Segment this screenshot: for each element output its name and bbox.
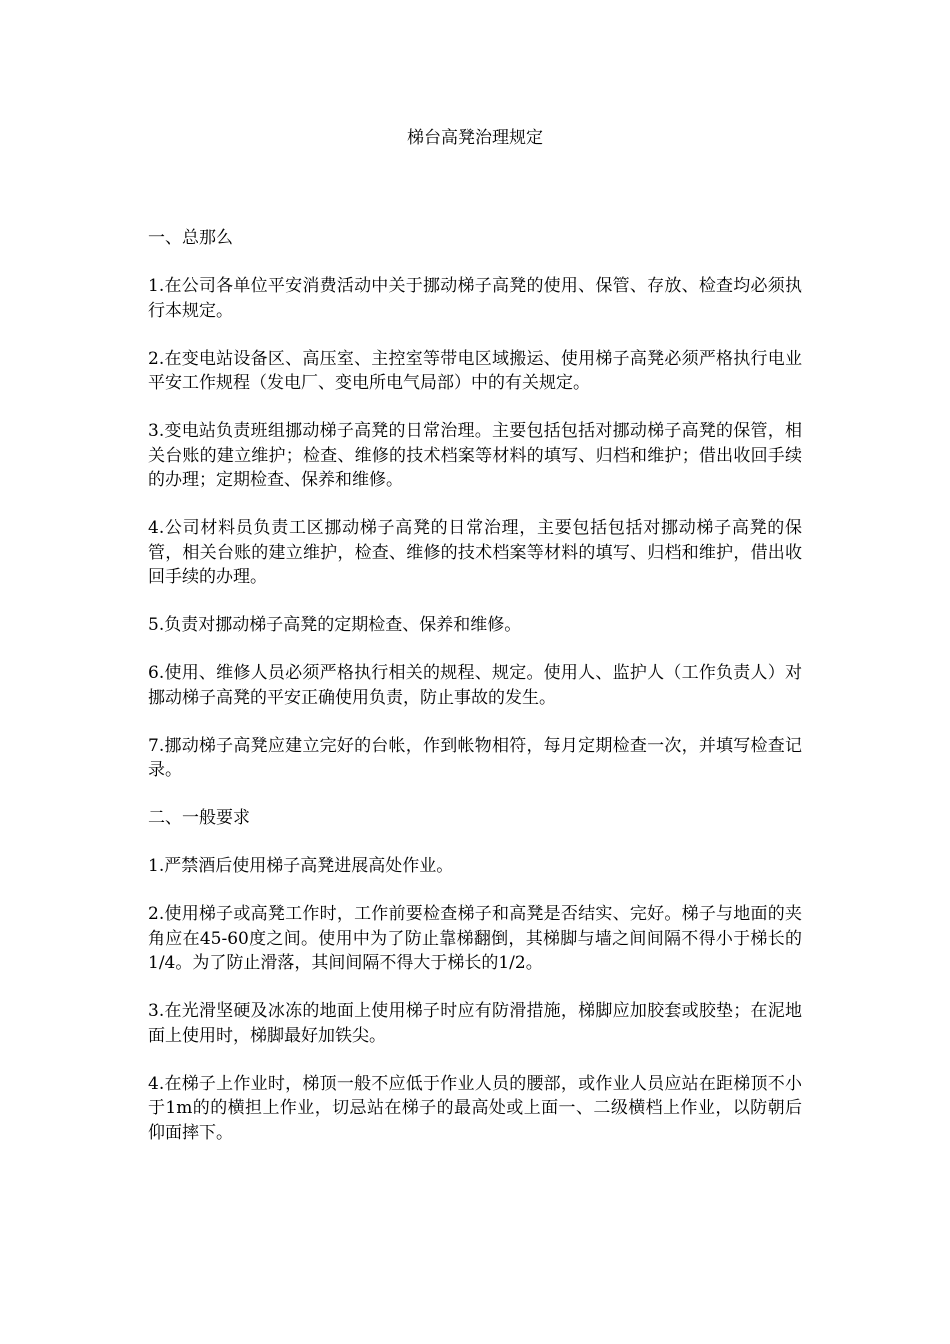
paragraph: 3.变电站负责班组挪动梯子高凳的日常治理。主要包括包括对挪动梯子高凳的保管，相关台账的建立维护；检查、维修的技术档案等材料的填写、归档和维护；借出收回手续的办理；定期检查、保养和维修。 [148,421,802,490]
paragraph: 6.使用、维修人员必须严格执行相关的规程、规定。使用人、监护人（工作负责人）对挪动梯子高凳的平安正确使用负责，防止事故的发生。 [148,663,802,708]
paragraph: 4.公司材料员负责工区挪动梯子高凳的日常治理，主要包括包括对挪动梯子高凳的保管，相关台账的建立维护，检查、维修的技术档案等材料的填写、归档和维护，借出收回手续的办理。 [148,518,802,587]
paragraph: 5.负责对挪动梯子高凳的定期检查、保养和维修。 [148,615,522,635]
paragraph: 7.挪动梯子高凳应建立完好的台帐，作到帐物相符，每月定期检查一次，并填写检查记录。 [148,735,802,780]
paragraph: 4.在梯子上作业时，梯顶一般不应低于作业人员的腰部，或作业人员应站在距梯顶不小于1m的的横担上作业，切忌站在梯子的最高处或上面一、二级横档上作业，以防朝后仰面摔下。 [148,1073,802,1143]
document-body [148,226,802,1169]
paragraph: 1.在公司各单位平安消费活动中关于挪动梯子高凳的使用、保管、存放、检查均必须执行本规定。 [148,276,802,321]
paragraph: 2.使用梯子或高凳工作时，工作前要检查梯子和高凳是否结实、完好。梯子与地面的夹角应在45-60度之间。使用中为了防止靠梯翻倒，其梯脚与墙之间间隔不得小于梯长的1/4。为了防止滑落，其间间隔不得大于梯长的1/2。 [148,904,802,973]
section-heading-general: 一、总那么 [148,228,233,248]
document-title: 梯台高凳治理规定 [407,128,543,148]
paragraph: 2.在变电站设备区、高压室、主控室等带电区域搬运、使用梯子高凳必须严格执行电业平安工作规程（发电厂、变电所电气局部）中的有关规定。 [148,348,802,393]
paragraph: 3.在光滑坚硬及冰冻的地面上使用梯子时应有防滑措施，梯脚应加胶套或胶垫；在泥地面上使用时，梯脚最好加铁尖。 [148,1001,802,1046]
section-heading-requirements: 二、一般要求 [148,808,250,828]
paragraph: 1.严禁酒后使用梯子高凳进展高处作业。 [148,856,454,876]
